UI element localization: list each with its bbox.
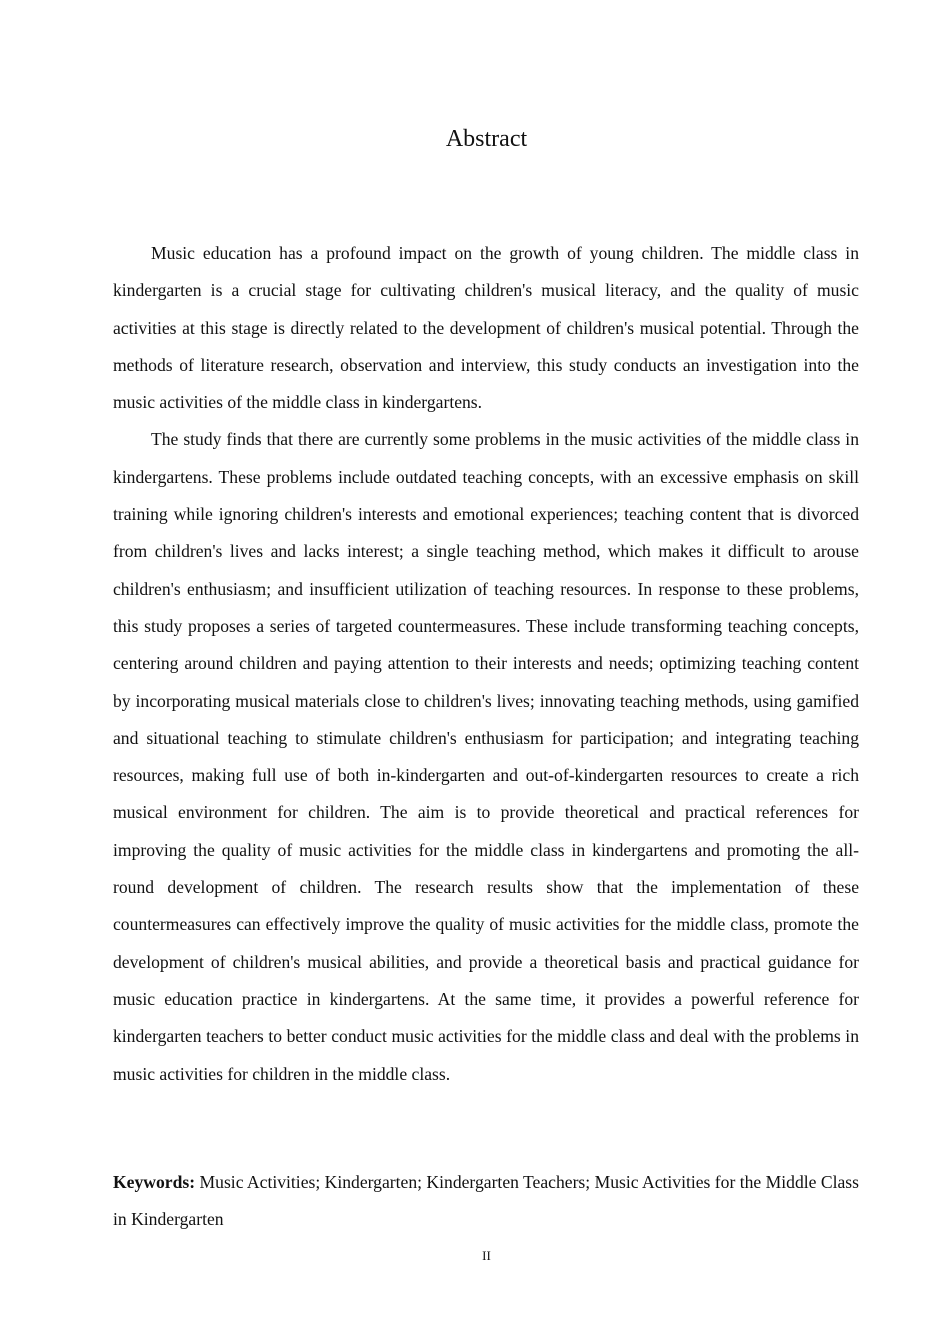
page-number: II [482, 1248, 491, 1263]
keywords-text: Music Activities; Kindergarten; Kindergarten Teachers; Music Activities for the Middle Class in Kindergarten [113, 1172, 859, 1230]
abstract-body [113, 235, 859, 1093]
abstract-paragraph-1: Music education has a profound impact on the growth of young children. The middle class in kindergarten is a crucial stage for cultivating children's musical literacy, and the quality of music activities at this stage is directly related to the development of children's musical potential. Through the methods of literature research, observation and interview, this study conducts an investigation into the music activities of the middle class in kindergartens. [113, 243, 859, 413]
abstract-paragraph-2: The study finds that there are currently some problems in the music activities of the middle class in kindergartens. These problems include outdated teaching concepts, with an excessive emphasis on skill training while ignoring children's interests and emotional experiences; teaching content that is divorced from children's lives and lacks interest; a single teaching method, which makes it difficult to arouse children's enthusiasm; and insufficient utilization of teaching resources. In response to these problems, this study proposes a series of targeted countermeasures. These include transforming teaching concepts, centering around children and paying attention to their interests and needs; optimizing teaching content by incorporating musical materials close to children's lives; innovating teaching methods, using gamified and situational teaching to stimulate children's enthusiasm for participation; and integrating teaching resources, making full use of both in-kindergarten and out-of-kindergarten resources to create a rich musical environment for children. The aim is to provide theoretical and practical references for improving the quality of music activities for the middle class in kindergartens and promoting the all-round development of children. The research results show that the implementation of these countermeasures can effectively improve the quality of music activities for the middle class, promote the development of children's musical abilities, and provide a theoretical basis and practical guidance for music education practice in kindergartens. At the same time, it provides a powerful reference for kindergarten teachers to better conduct music activities for the middle class and deal with the problems in music activities for children in the middle class. [113, 429, 859, 1084]
keywords-line [113, 1164, 859, 1239]
abstract-title: Abstract [445, 126, 528, 152]
keywords-label: Keywords: [113, 1172, 196, 1192]
